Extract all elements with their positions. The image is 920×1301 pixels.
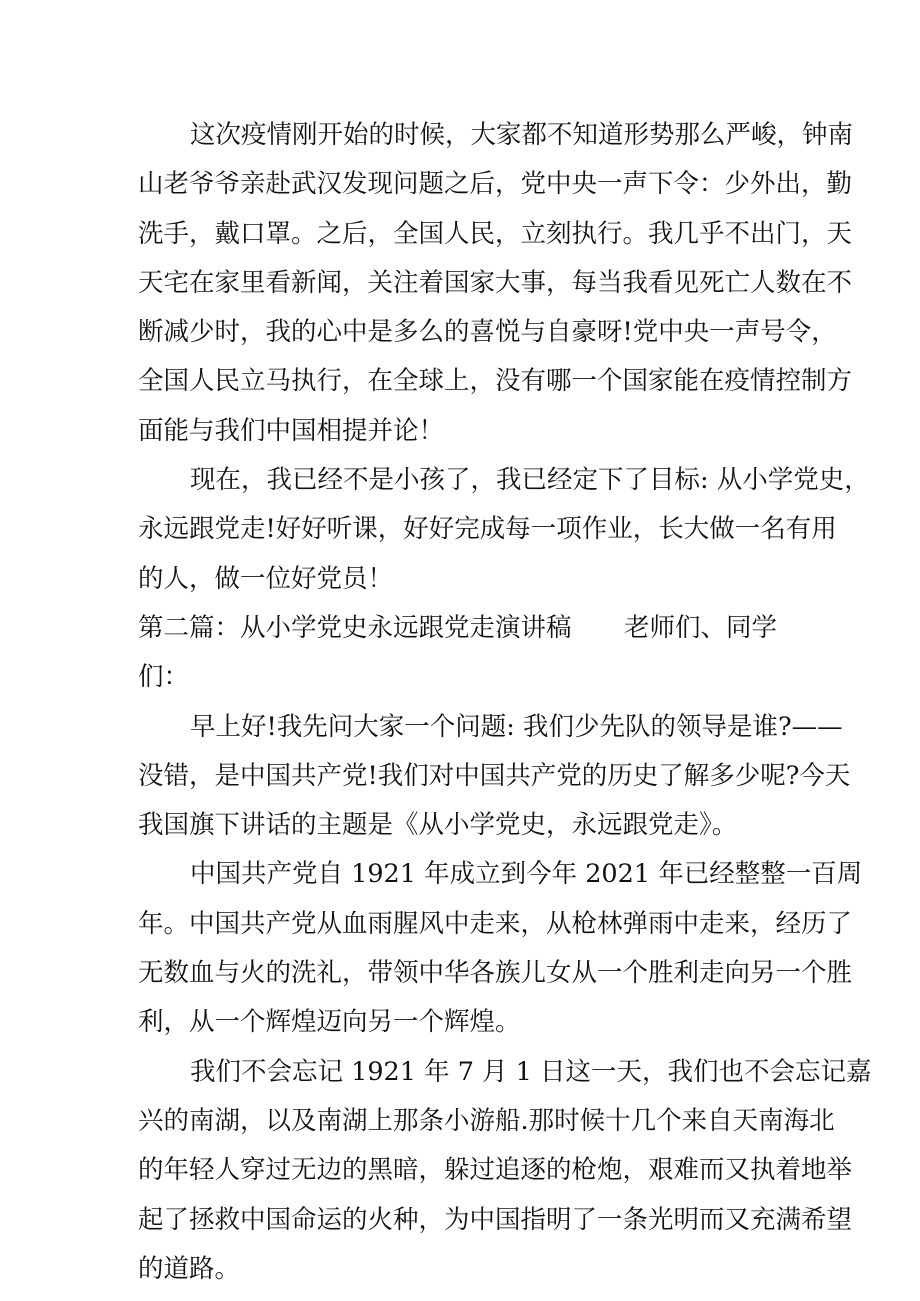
document-body [138, 111, 872, 1294]
text-line: 洗手，戴口罩。之后，全国人民，立刻执行。我几乎不出门，天 [138, 218, 853, 249]
text-line: 利，从一个辉煌迈向另一个辉煌。 [138, 1007, 521, 1038]
text-line: 的人，做一位好党员！ [138, 563, 394, 594]
text-line: 断减少时，我的心中是多么的喜悦与自豪呀!党中央一声号令， [138, 317, 837, 348]
text-line: 没错，是中国共产党!我们对中国共产党的历史了解多少呢?今天 [138, 760, 851, 791]
paragraph-1 [138, 111, 854, 456]
text-line: 中国共产党自 1921 年成立到今年 2021 年已经整整一百周 [190, 859, 863, 890]
paragraph-3 [138, 703, 851, 851]
text-line: 全国人民立马执行，在全球上，没有哪一个国家能在疫情控制方 [138, 366, 853, 397]
text-line: 的年轻人穿过无边的黑暗，躲过追逐的枪炮，艰难而又执着地举 [138, 1155, 853, 1186]
section-heading [138, 604, 788, 653]
text-line: 面能与我们中国相提并论！ [138, 415, 445, 446]
text-line: 我国旗下讲话的主题是《从小学党史，永远跟党走》。 [138, 810, 738, 841]
text-line: 兴的南湖，以及南湖上那条小游船.那时候十几个来自天南海北 [138, 1105, 835, 1136]
greeting-continued: 们： [138, 662, 190, 693]
paragraph-5 [138, 1048, 872, 1294]
section-title: 第二篇：从小学党史永远跟党走演讲稿 [138, 612, 572, 643]
paragraph-2 [138, 456, 870, 604]
text-line: 天宅在家里看新闻，关注着国家大事，每当我看见死亡人数在不 [138, 267, 853, 298]
paragraph-4 [138, 850, 863, 1047]
text-line: 现在，我已经不是小孩了，我已经定下了目标: 从小学党史， [190, 465, 870, 496]
text-line: 我们不会忘记 1921 年 7 月 1 日这一天，我们也不会忘记嘉 [190, 1056, 872, 1087]
text-line: 无数血与火的洗礼，带领中华各族儿女从一个胜利走向另一个胜 [138, 958, 853, 989]
text-line: 的道路。 [138, 1253, 241, 1284]
greeting: 老师们、同学 [624, 612, 778, 643]
text-line: 这次疫情刚开始的时候，大家都不知道形势那么严峻，钟南 [190, 120, 854, 150]
text-line: 永远跟党走!好好听课，好好完成每一项作业，长大做一名有用 [138, 514, 837, 545]
text-line: 年。中国共产党从血雨腥风中走来，从枪林弹雨中走来，经历了 [138, 908, 853, 939]
text-line: 起了拯救中国命运的火种，为中国指明了一条光明而又充满希望 [138, 1204, 853, 1235]
text-line: 山老爷爷亲赴武汉发现问题之后，党中央一声下令：少外出，勤 [138, 169, 853, 200]
text-line: 早上好!我先问大家一个问题: 我们少先队的领导是谁?—— [190, 711, 843, 742]
